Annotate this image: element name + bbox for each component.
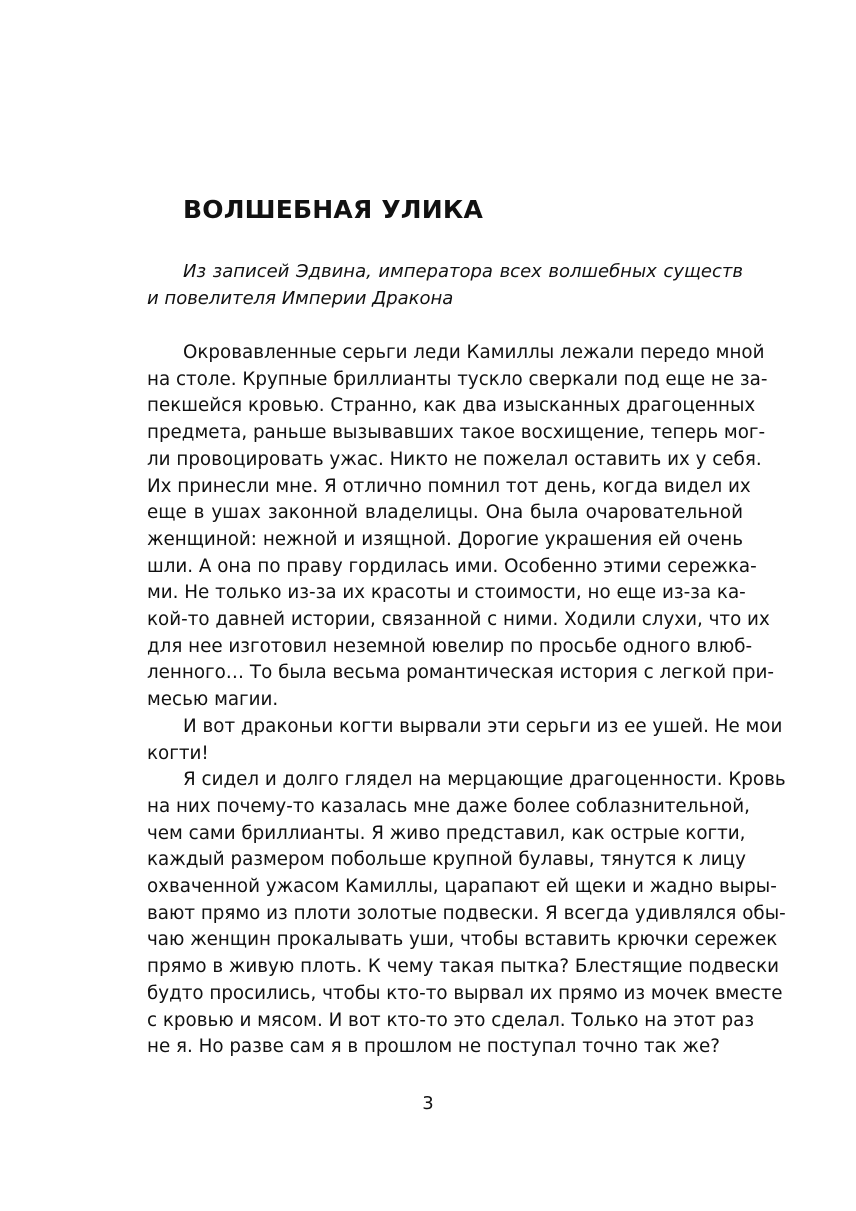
text-line: чаю женщин прокалывать уши, чтобы вставить крючки сережек <box>147 929 778 951</box>
text-line: еще в ушах законной владелицы. Она была очаровательной <box>147 502 743 524</box>
chapter-title: ВОЛШЕБНАЯ УЛИКА <box>183 195 484 224</box>
text-line: месью магии. <box>147 689 279 711</box>
epigraph-line: и повелителя Империи Дракона <box>147 288 454 309</box>
epigraph-line: Из записей Эдвина, императора всех волшебных существ <box>183 261 743 282</box>
text-line: чем сами бриллианты. Я живо представил, как острые когти, <box>147 822 746 844</box>
text-line: каждый размером побольше крупной булавы, тянутся к лицу <box>147 849 746 871</box>
text-line: И вот драконьи когти вырвали эти серьги из ее ушей. Не мои <box>183 715 783 737</box>
text-line: Их принесли мне. Я отлично помнил тот день, когда видел их <box>147 475 751 497</box>
text-line: женщиной: нежной и изящной. Дорогие украшения ей очень <box>147 528 743 550</box>
body-text <box>147 340 786 1061</box>
epigraph <box>147 258 743 312</box>
text-line: прямо в живую плоть. К чему такая пытка? Блестящие подвески <box>147 956 779 978</box>
text-line: Я сидел и долго глядел на мерцающие драгоценности. Кровь <box>183 769 786 791</box>
text-line: вают прямо из плоти золотые подвески. Я всегда удивлялся обы- <box>147 902 786 924</box>
text-line: охваченной ужасом Камиллы, царапают ей щеки и жадно выры- <box>147 876 777 898</box>
text-line: когти! <box>147 742 209 764</box>
text-line: не я. Но разве сам я в прошлом не поступал точно так же? <box>147 1036 720 1058</box>
text-line: кой-то давней истории, связанной с ними. Ходили слухи, что их <box>147 609 770 631</box>
text-line: будто просились, чтобы кто-то вырвал их прямо из мочек вместе <box>147 982 783 1004</box>
text-line: для нее изготовил неземной ювелир по просьбе одного влюб- <box>147 635 753 657</box>
text-line: с кровью и мясом. И вот кто-то это сделал. Только на этот раз <box>147 1009 755 1031</box>
text-line: ленного… То была весьма романтическая история с легкой при- <box>147 662 774 684</box>
text-line: ли провоцировать ужас. Никто не пожелал оставить их у себя. <box>147 448 762 470</box>
text-line: предмета, раньше вызывавших такое восхищение, теперь мог- <box>147 422 766 444</box>
text-line: Окровавленные серьги леди Камиллы лежали передо мной <box>183 342 765 363</box>
page-number: 3 <box>422 1093 434 1114</box>
text-line: ми. Не только из-за их красоты и стоимости, но еще из-за ка- <box>147 582 746 604</box>
text-line: на столе. Крупные бриллианты тускло сверкали под еще не за- <box>147 368 768 390</box>
text-line: шли. А она по праву гордилась ими. Особенно этими сережка- <box>147 555 757 577</box>
text-line: на них почему-то казалась мне даже более соблазнительной, <box>147 795 750 817</box>
text-line: пекшейся кровью. Странно, как два изысканных драгоценных <box>147 395 756 417</box>
